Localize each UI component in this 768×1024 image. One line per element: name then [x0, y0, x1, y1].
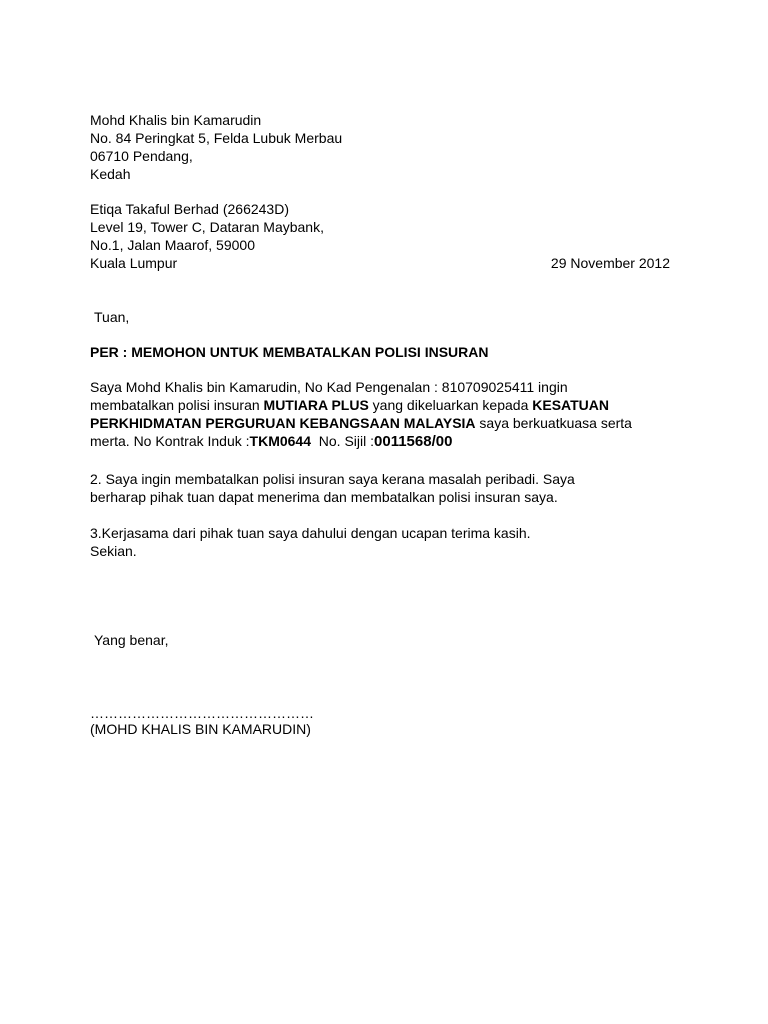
- sender-address-line1: No. 84 Peringkat 5, Felda Lubuk Merbau: [90, 130, 343, 146]
- sender-name: Mohd Khalis bin Kamarudin: [90, 112, 262, 128]
- paragraph-1: [90, 378, 685, 451]
- text-fragment: No. Sijil :: [311, 433, 375, 449]
- text-fragment: yang dikeluarkan kepada: [368, 397, 533, 413]
- letter-date: 29 November 2012: [550, 255, 670, 271]
- paragraph-1-line3: [90, 414, 685, 432]
- paragraph-3-line1: 3.Kerjasama dari pihak tuan saya dahului dengan ucapan terima kasih.: [90, 525, 531, 541]
- text-fragment: merta. No Kontrak Induk :: [90, 433, 250, 449]
- paragraph-2-line2: berharap pihak tuan dapat menerima dan membatalkan polisi insuran saya.: [90, 489, 558, 505]
- paragraph-3: [90, 524, 680, 560]
- paragraph-1-line2: [90, 396, 685, 414]
- recipient-address-line1: Level 19, Tower C, Dataran Maybank,: [90, 219, 324, 235]
- paragraph-1-line4: [90, 432, 685, 451]
- text-fragment: membatalkan polisi insuran: [90, 397, 264, 413]
- recipient-company: Etiqa Takaful Berhad (266243D): [90, 201, 289, 217]
- paragraph-1-line1: Saya Mohd Khalis bin Kamarudin, No Kad Pengenalan : 810709025411 ingin: [90, 379, 568, 395]
- recipient-city: Kuala Lumpur: [90, 255, 178, 271]
- signature-line: …………………………………………: [90, 705, 314, 721]
- sender-address: [90, 111, 680, 183]
- paragraph-3-line2: Sekian.: [90, 543, 137, 559]
- signature-name: (MOHD KHALIS BIN KAMARUDIN): [90, 721, 311, 737]
- certificate-number: 0011568/00: [374, 433, 453, 450]
- sender-address-line2: 06710 Pendang,: [90, 148, 193, 164]
- salutation: Tuan,: [94, 309, 130, 325]
- recipient-address-line2: No.1, Jalan Maarof, 59000: [90, 237, 255, 253]
- policy-name: MUTIARA PLUS: [263, 397, 369, 413]
- organisation-name-part1: KESATUAN: [532, 397, 609, 413]
- organisation-name-part2: PERKHIDMATAN PERGURUAN KEBANGSAAN MALAYSIA: [90, 415, 476, 431]
- text-fragment: saya berkuatkuasa serta: [475, 415, 632, 431]
- sender-state: Kedah: [90, 166, 131, 182]
- paragraph-2: [90, 470, 685, 506]
- paragraph-2-line1: 2. Saya ingin membatalkan polisi insuran saya kerana masalah peribadi. Saya: [90, 471, 575, 487]
- contract-number: TKM0644: [249, 433, 311, 449]
- closing: Yang benar,: [94, 632, 169, 648]
- subject-line: PER : MEMOHON UNTUK MEMBATALKAN POLISI INSURAN: [90, 344, 489, 360]
